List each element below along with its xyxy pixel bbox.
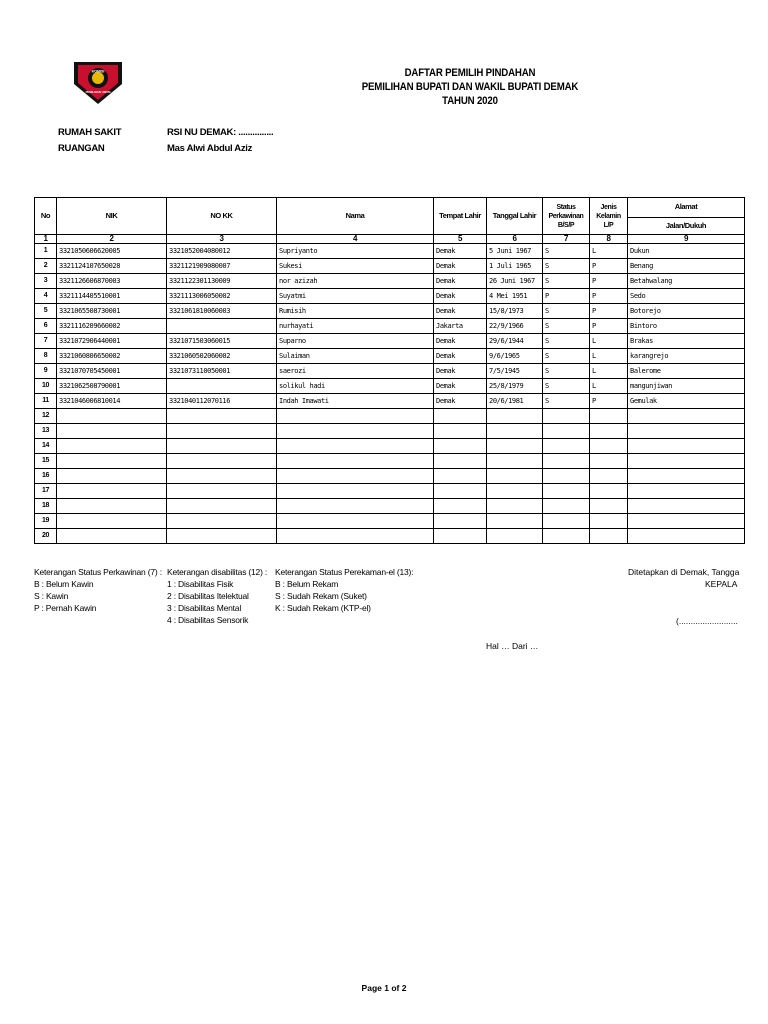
row-no: 11	[35, 394, 57, 409]
no-kk-cell: 3321040112070116	[167, 394, 277, 409]
alamat-cell: karangrejo	[628, 349, 745, 364]
tanggal-lahir-cell	[487, 484, 543, 499]
tanggal-lahir-cell: 4 Mei 1951	[487, 289, 543, 304]
nama-cell: Rumisih	[277, 304, 434, 319]
row-no: 7	[35, 334, 57, 349]
tempat-lahir-cell	[434, 469, 487, 484]
no-kk-cell: 3321122301130009	[167, 274, 277, 289]
jenis-kelamin-cell	[590, 439, 628, 454]
status-cell: S	[543, 379, 590, 394]
status-cell: S	[543, 244, 590, 259]
col-number: 9	[628, 235, 745, 244]
legend-line: S : Kawin	[34, 591, 69, 601]
header-jenis-line2: Kelamin	[596, 212, 621, 220]
no-kk-cell: 3321061810060003	[167, 304, 277, 319]
row-no: 15	[35, 454, 57, 469]
legend-line: 1 : Disabilitas Fisik	[167, 579, 234, 589]
nama-cell	[277, 499, 434, 514]
jenis-kelamin-cell: L	[590, 379, 628, 394]
jenis-kelamin-cell	[590, 409, 628, 424]
header-tanggal-lahir: Tanggal Lahir	[487, 198, 543, 235]
voter-table	[34, 197, 745, 544]
status-cell: P	[543, 289, 590, 304]
status-cell	[543, 469, 590, 484]
nama-cell	[277, 424, 434, 439]
nama-cell	[277, 469, 434, 484]
status-cell: S	[543, 394, 590, 409]
no-kk-cell: 3321121909080007	[167, 259, 277, 274]
alamat-cell: Benang	[628, 259, 745, 274]
nik-cell	[57, 439, 167, 454]
nik-cell: 3321126606870003	[57, 274, 167, 289]
jenis-kelamin-cell	[590, 454, 628, 469]
table-body	[35, 244, 745, 544]
alamat-cell: Brakas	[628, 334, 745, 349]
tanggal-lahir-cell: 26 Juni 1967	[487, 274, 543, 289]
col-number: 3	[167, 235, 277, 244]
jenis-kelamin-cell	[590, 499, 628, 514]
row-no: 6	[35, 319, 57, 334]
tanggal-lahir-cell	[487, 469, 543, 484]
legend-line: B : Belum Rekam	[275, 579, 339, 589]
header-status-line2: Perkawinan	[548, 212, 584, 220]
jenis-kelamin-cell	[590, 529, 628, 544]
jenis-kelamin-cell: P	[590, 394, 628, 409]
alamat-cell: Gemulak	[628, 394, 745, 409]
tempat-lahir-cell	[434, 454, 487, 469]
row-no: 16	[35, 469, 57, 484]
table-row	[35, 469, 745, 484]
no-kk-cell	[167, 439, 277, 454]
header-no-kk: NO KK	[167, 198, 277, 235]
nama-cell	[277, 484, 434, 499]
legend-line: 2 : Disabilitas Itelektual	[167, 591, 249, 601]
ruangan-label: RUANGAN	[58, 143, 105, 154]
nama-cell: Sukesi	[277, 259, 434, 274]
jenis-kelamin-cell: P	[590, 274, 628, 289]
nik-cell: 3321070705450001	[57, 364, 167, 379]
header-row-1	[35, 198, 745, 218]
jenis-kelamin-cell	[590, 514, 628, 529]
title-line-1: DAFTAR PEMILIH PINDAHAN	[404, 67, 536, 79]
nik-cell	[57, 454, 167, 469]
nik-cell: 3321062508790001	[57, 379, 167, 394]
alamat-cell	[628, 484, 745, 499]
signature-place-date: Ditetapkan di Demak, Tangga	[628, 567, 740, 577]
table-row	[35, 349, 745, 364]
nama-cell	[277, 439, 434, 454]
legend-perkawinan	[34, 566, 162, 614]
table-row	[35, 289, 745, 304]
tanggal-lahir-cell	[487, 514, 543, 529]
no-kk-cell	[167, 469, 277, 484]
jenis-kelamin-cell: P	[590, 289, 628, 304]
no-kk-cell: 3321073110050001	[167, 364, 277, 379]
column-number-row	[35, 235, 745, 244]
tempat-lahir-cell	[434, 439, 487, 454]
no-kk-cell	[167, 424, 277, 439]
tanggal-lahir-cell: 5 Juni 1967	[487, 244, 543, 259]
nama-cell: Indah Imawati	[277, 394, 434, 409]
signature-name: (.........................	[676, 616, 738, 626]
tempat-lahir-cell	[434, 499, 487, 514]
nama-cell: saerozi	[277, 364, 434, 379]
tempat-lahir-cell	[434, 529, 487, 544]
table-row	[35, 394, 745, 409]
status-cell: S	[543, 274, 590, 289]
legend-line: 3 : Disabilitas Mental	[167, 603, 242, 613]
tempat-lahir-cell	[434, 424, 487, 439]
alamat-cell	[628, 409, 745, 424]
header-no: No	[35, 198, 57, 235]
nama-cell: nor azizah	[277, 274, 434, 289]
table-row	[35, 319, 745, 334]
status-cell	[543, 439, 590, 454]
status-cell: S	[543, 334, 590, 349]
tempat-lahir-cell: Demak	[434, 244, 487, 259]
nik-cell: 3321114405510001	[57, 289, 167, 304]
nik-cell: 3321124107650028	[57, 259, 167, 274]
header-status-perkawinan	[543, 198, 590, 235]
nik-cell: 3321116209660002	[57, 319, 167, 334]
nik-cell: 3321065508730001	[57, 304, 167, 319]
tempat-lahir-cell: Demak	[434, 289, 487, 304]
signature-title: KEPALA	[705, 579, 738, 589]
row-no: 9	[35, 364, 57, 379]
status-cell: S	[543, 349, 590, 364]
col-number: 8	[590, 235, 628, 244]
header-jenis-line3: L/P	[603, 221, 614, 229]
tempat-lahir-cell: Demak	[434, 304, 487, 319]
table-row	[35, 499, 745, 514]
tempat-lahir-cell: Demak	[434, 259, 487, 274]
jenis-kelamin-cell	[590, 469, 628, 484]
tanggal-lahir-cell: 15/8/1973	[487, 304, 543, 319]
alamat-cell	[628, 424, 745, 439]
status-cell: S	[543, 259, 590, 274]
tempat-lahir-cell: Demak	[434, 364, 487, 379]
hal-dari: Hal … Dari …	[486, 641, 539, 651]
logo-bottom-text: PEMILIHAN UMUM	[85, 90, 111, 94]
tempat-lahir-cell: Jakarta	[434, 319, 487, 334]
nama-cell	[277, 454, 434, 469]
no-kk-cell: 3321060502060002	[167, 349, 277, 364]
nama-cell: solikul hadi	[277, 379, 434, 394]
row-no: 20	[35, 529, 57, 544]
title-line-3: TAHUN 2020	[442, 95, 498, 107]
alamat-cell: Balerome	[628, 364, 745, 379]
no-kk-cell: 3321113006050002	[167, 289, 277, 304]
status-cell	[543, 409, 590, 424]
tanggal-lahir-cell	[487, 424, 543, 439]
row-no: 14	[35, 439, 57, 454]
tanggal-lahir-cell	[487, 409, 543, 424]
jenis-kelamin-cell: L	[590, 244, 628, 259]
table-row	[35, 424, 745, 439]
tanggal-lahir-cell: 20/6/1981	[487, 394, 543, 409]
ruangan-value: Mas Alwi Abdul Aziz	[167, 143, 253, 154]
legend-line: Keterangan Status Perkawinan (7) :	[34, 567, 162, 577]
header-status-line3: B/S/P	[557, 221, 575, 229]
alamat-cell	[628, 499, 745, 514]
nik-cell	[57, 529, 167, 544]
rumah-sakit-value: RSI NU DEMAK: ...............	[167, 127, 274, 138]
tempat-lahir-cell	[434, 514, 487, 529]
legend-line: P : Pernah Kawin	[34, 603, 97, 613]
tempat-lahir-cell: Demak	[434, 349, 487, 364]
no-kk-cell: 3321071503060015	[167, 334, 277, 349]
rumah-sakit-label: RUMAH SAKIT	[58, 127, 122, 138]
no-kk-cell	[167, 409, 277, 424]
legend-disabilitas	[167, 566, 267, 626]
tanggal-lahir-cell: 29/6/1944	[487, 334, 543, 349]
header-nama: Nama	[277, 198, 434, 235]
nik-cell: 3321050606620005	[57, 244, 167, 259]
table-row	[35, 514, 745, 529]
row-no: 17	[35, 484, 57, 499]
legend-line: 4 : Disabilitas Sensorik	[167, 615, 249, 625]
legend-line: K : Sudah Rekam (KTP-el)	[275, 603, 371, 613]
nama-cell	[277, 514, 434, 529]
header-tempat-lahir: Tempat Lahir	[434, 198, 487, 235]
table-row	[35, 529, 745, 544]
alamat-cell: Sedo	[628, 289, 745, 304]
nama-cell: nurhayati	[277, 319, 434, 334]
tanggal-lahir-cell: 9/6/1965	[487, 349, 543, 364]
table-row	[35, 274, 745, 289]
alamat-cell: Dukun	[628, 244, 745, 259]
no-kk-cell	[167, 484, 277, 499]
no-kk-cell: 3321052004080012	[167, 244, 277, 259]
row-no: 10	[35, 379, 57, 394]
status-cell	[543, 454, 590, 469]
tempat-lahir-cell: Demak	[434, 394, 487, 409]
row-no: 18	[35, 499, 57, 514]
legend-line: B : Belum Kawin	[34, 579, 94, 589]
jenis-kelamin-cell: L	[590, 349, 628, 364]
tempat-lahir-cell: Demak	[434, 274, 487, 289]
nik-cell: 3321046006810014	[57, 394, 167, 409]
header-jenis-kelamin	[590, 198, 628, 235]
status-cell: S	[543, 319, 590, 334]
status-cell	[543, 424, 590, 439]
nama-cell: Suparno	[277, 334, 434, 349]
col-number: 1	[35, 235, 57, 244]
table-row	[35, 259, 745, 274]
row-no: 8	[35, 349, 57, 364]
jenis-kelamin-cell: P	[590, 259, 628, 274]
alamat-cell: Bintoro	[628, 319, 745, 334]
alamat-cell	[628, 514, 745, 529]
alamat-cell	[628, 529, 745, 544]
alamat-cell	[628, 454, 745, 469]
col-number: 7	[543, 235, 590, 244]
status-cell: S	[543, 364, 590, 379]
jenis-kelamin-cell: P	[590, 319, 628, 334]
no-kk-cell	[167, 514, 277, 529]
col-number: 5	[434, 235, 487, 244]
table-row	[35, 454, 745, 469]
tanggal-lahir-cell	[487, 529, 543, 544]
col-number: 6	[487, 235, 543, 244]
header-jalan-dukuh: Jalan/Dukuh	[628, 217, 745, 234]
legend-line: Keterangan disabilitas (12) :	[167, 567, 268, 577]
tanggal-lahir-cell: 7/5/1945	[487, 364, 543, 379]
title-line-2: PEMILIHAN BUPATI DAN WAKIL BUPATI DEMAK	[361, 81, 579, 93]
nik-cell: 3321072906440001	[57, 334, 167, 349]
header-nik: NIK	[57, 198, 167, 235]
status-cell	[543, 484, 590, 499]
jenis-kelamin-cell: L	[590, 334, 628, 349]
table-row	[35, 439, 745, 454]
row-no: 19	[35, 514, 57, 529]
status-cell	[543, 499, 590, 514]
table-row	[35, 379, 745, 394]
no-kk-cell	[167, 454, 277, 469]
jenis-kelamin-cell: L	[590, 364, 628, 379]
table-row	[35, 409, 745, 424]
nik-cell	[57, 514, 167, 529]
header-alamat: Alamat	[628, 198, 745, 218]
status-cell	[543, 514, 590, 529]
tanggal-lahir-cell	[487, 499, 543, 514]
nama-cell: Supriyanto	[277, 244, 434, 259]
tempat-lahir-cell	[434, 409, 487, 424]
logo-top-text: KOMISI	[91, 69, 105, 74]
alamat-cell	[628, 439, 745, 454]
jenis-kelamin-cell	[590, 484, 628, 499]
tanggal-lahir-cell: 25/8/1979	[487, 379, 543, 394]
nik-cell	[57, 469, 167, 484]
legend-line: S : Sudah Rekam (Suket)	[275, 591, 367, 601]
header-status-line1: Status	[556, 203, 576, 211]
page-number: Page 1 of 2	[361, 983, 407, 993]
row-no: 12	[35, 409, 57, 424]
nama-cell	[277, 409, 434, 424]
row-no: 2	[35, 259, 57, 274]
row-no: 3	[35, 274, 57, 289]
nama-cell	[277, 529, 434, 544]
tanggal-lahir-cell	[487, 439, 543, 454]
nik-cell	[57, 409, 167, 424]
alamat-cell: Botorejo	[628, 304, 745, 319]
no-kk-cell	[167, 379, 277, 394]
nik-cell	[57, 499, 167, 514]
jenis-kelamin-cell	[590, 424, 628, 439]
nik-cell	[57, 484, 167, 499]
tanggal-lahir-cell	[487, 454, 543, 469]
table-row	[35, 334, 745, 349]
row-no: 13	[35, 424, 57, 439]
nik-cell	[57, 424, 167, 439]
table-row	[35, 244, 745, 259]
col-number: 2	[57, 235, 167, 244]
nama-cell: Sulaiman	[277, 349, 434, 364]
no-kk-cell	[167, 499, 277, 514]
tempat-lahir-cell: Demak	[434, 379, 487, 394]
legend-perekaman	[275, 566, 413, 614]
status-cell	[543, 529, 590, 544]
alamat-cell: Betahwalang	[628, 274, 745, 289]
tempat-lahir-cell	[434, 484, 487, 499]
table-row	[35, 484, 745, 499]
no-kk-cell	[167, 529, 277, 544]
alamat-cell: mangunjiwan	[628, 379, 745, 394]
tempat-lahir-cell: Demak	[434, 334, 487, 349]
nama-cell: Suyatmi	[277, 289, 434, 304]
no-kk-cell	[167, 319, 277, 334]
header-jenis-line1: Jenis	[600, 203, 617, 211]
col-number: 4	[277, 235, 434, 244]
status-cell: S	[543, 304, 590, 319]
legend-line: Keterangan Status Perekaman-el (13):	[275, 567, 414, 577]
tanggal-lahir-cell: 1 Juli 1965	[487, 259, 543, 274]
row-no: 1	[35, 244, 57, 259]
table-row	[35, 364, 745, 379]
tanggal-lahir-cell: 22/9/1966	[487, 319, 543, 334]
nik-cell: 3321060806650002	[57, 349, 167, 364]
table-row	[35, 304, 745, 319]
row-no: 5	[35, 304, 57, 319]
alamat-cell	[628, 469, 745, 484]
row-no: 4	[35, 289, 57, 304]
jenis-kelamin-cell: P	[590, 304, 628, 319]
